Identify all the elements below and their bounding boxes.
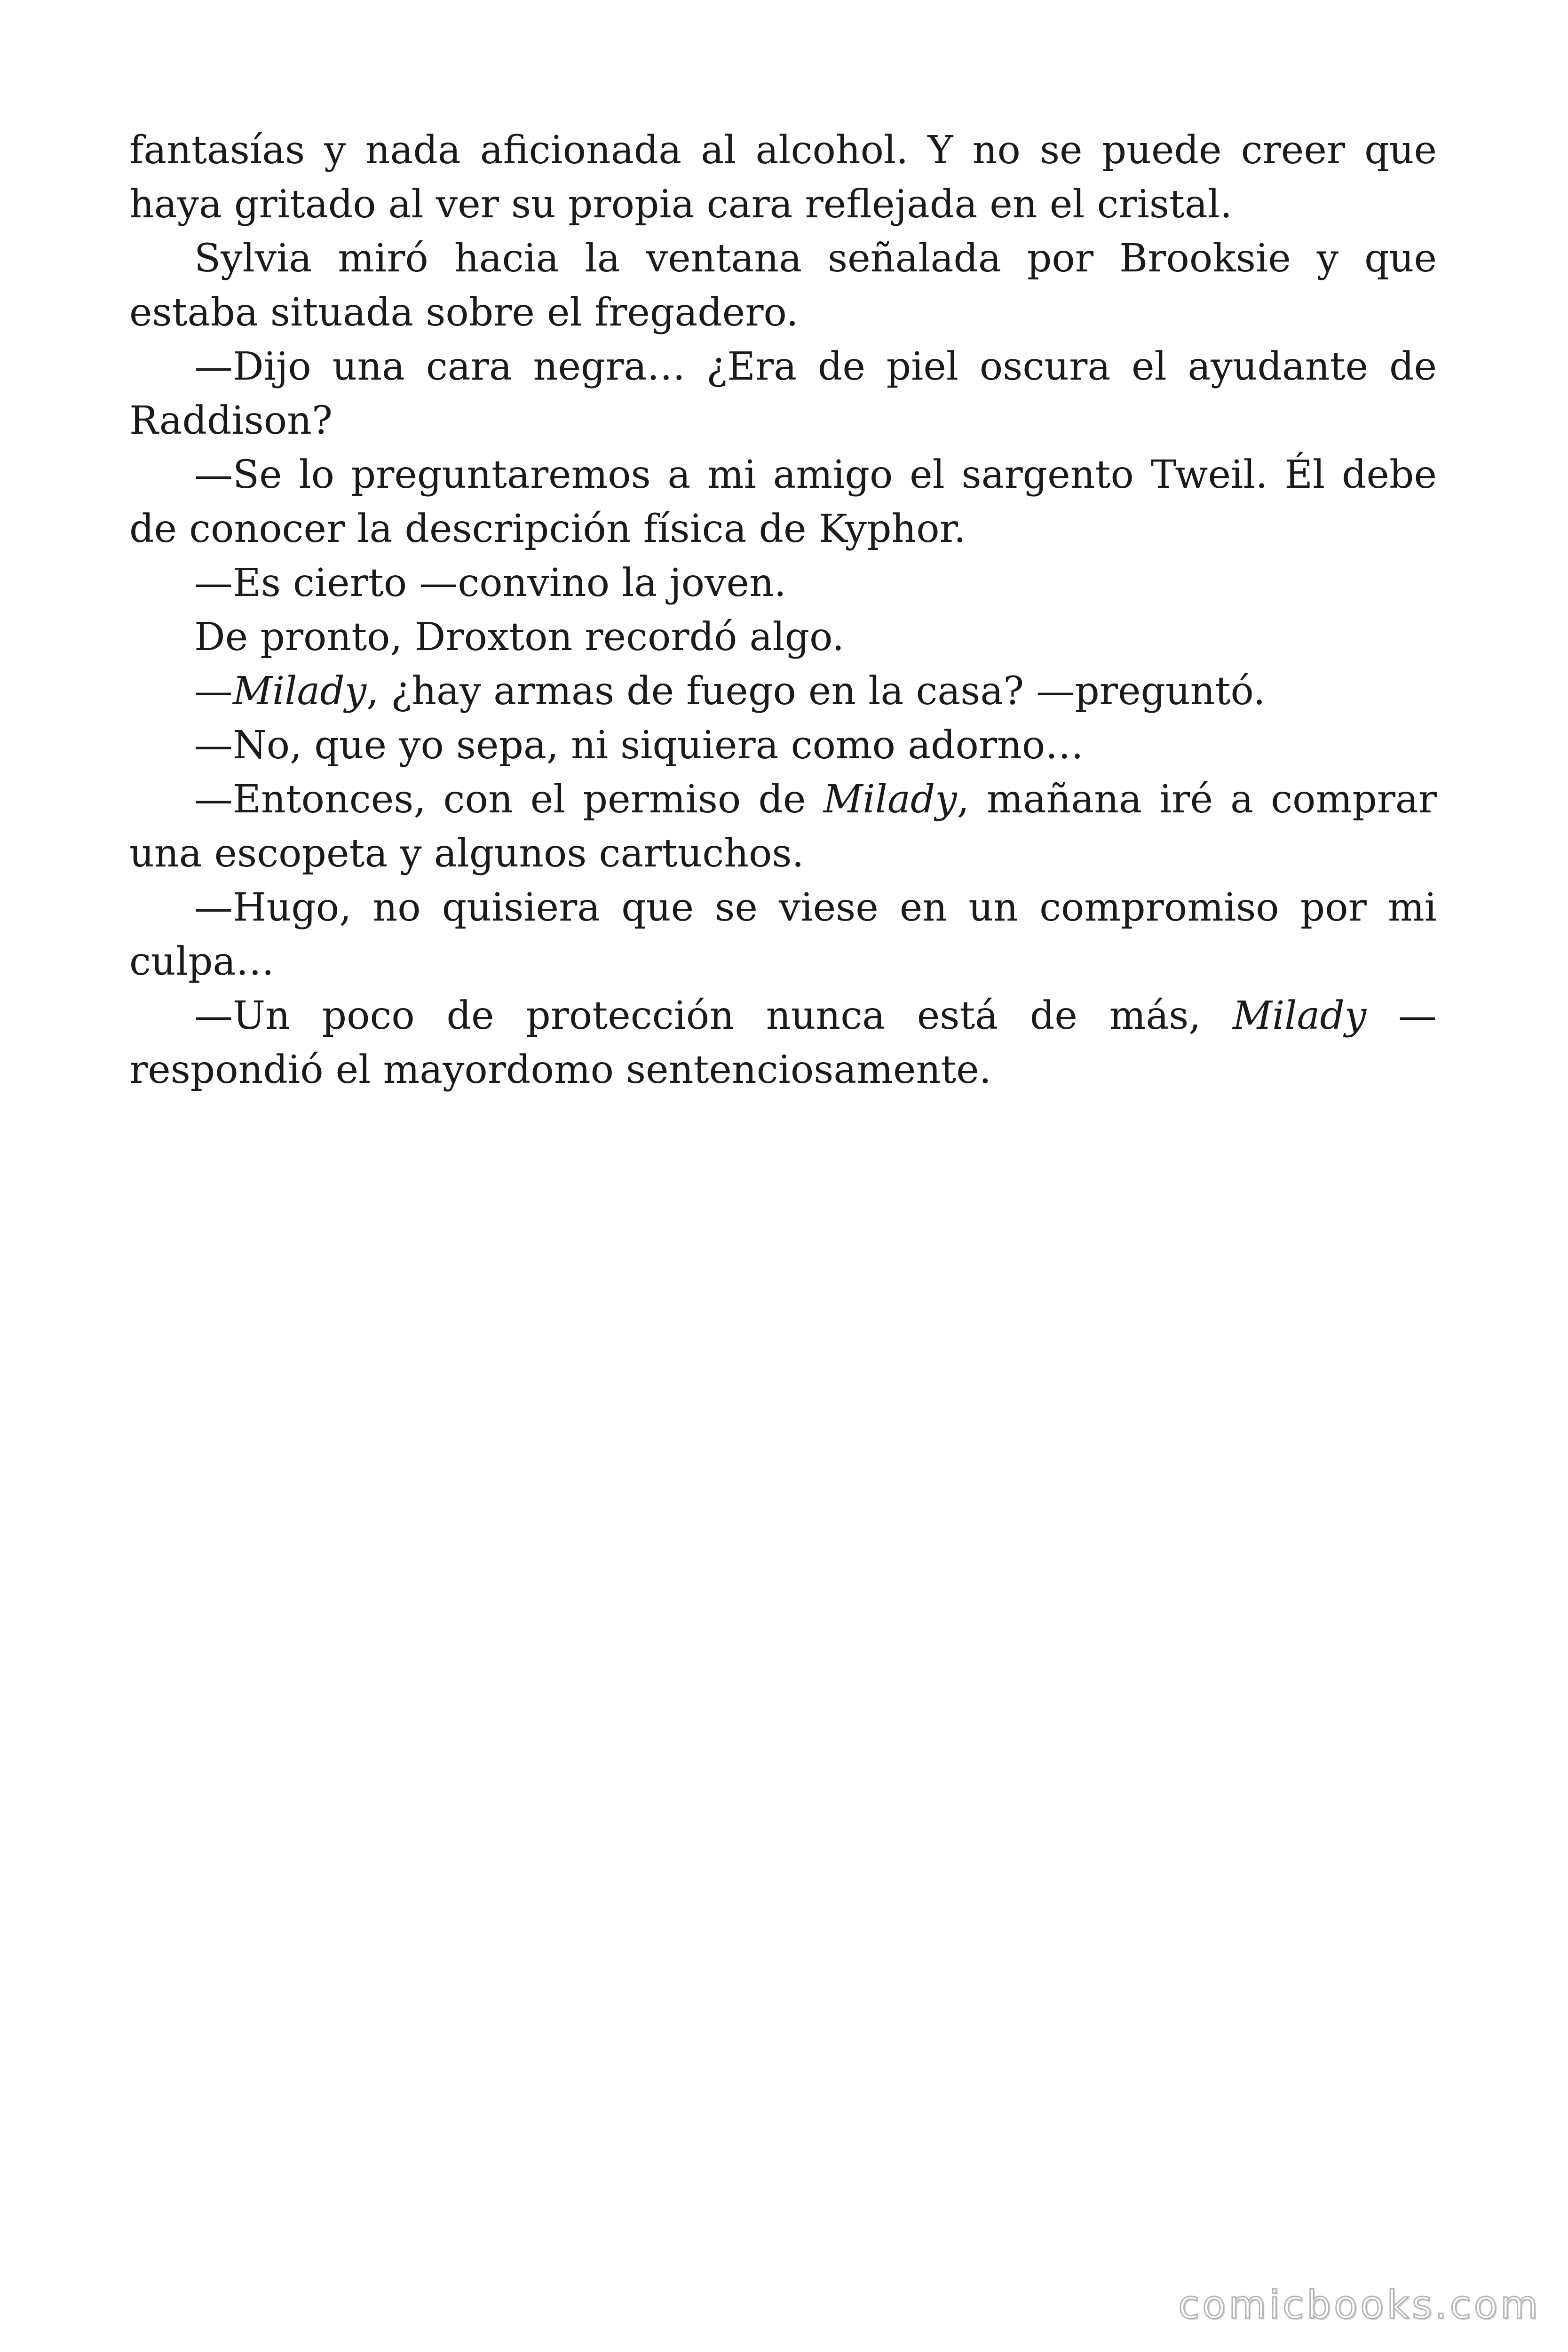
- italic-text: Milady: [233, 669, 367, 714]
- text-run: —No, que yo sepa, ni siquiera como adorno…: [194, 723, 1084, 768]
- paragraph: [129, 448, 1437, 556]
- text-run: —Es cierto —convino la joven.: [194, 561, 786, 605]
- italic-text: Milady: [823, 777, 957, 822]
- paragraph: [129, 989, 1437, 1097]
- text-run: fantasías y nada aficionada al alcohol. Y no se puede creer que haya gritado al ver su propia cara reflejada en el cristal.: [129, 128, 1437, 227]
- paragraph: [129, 610, 1437, 664]
- text-run: —Entonces, con el permiso de: [194, 777, 824, 822]
- watermark: comicbooks.com: [1178, 2283, 1541, 2328]
- paragraph: [129, 556, 1437, 610]
- text-run: —Dijo una cara negra… ¿Era de piel oscura el ayudante de Raddison?: [129, 344, 1437, 443]
- text-run: —: [194, 669, 233, 714]
- paragraph: [129, 772, 1437, 881]
- text-run: —Se lo preguntaremos a mi amigo el sargento Tweil. Él debe de conocer la descripción física de Kyphor.: [129, 453, 1437, 551]
- text-run: , mañana iré a comprar una escopeta y algunos cartuchos.: [129, 777, 1437, 876]
- text-run: —Hugo, no quisiera que se viese en un compromiso por mi culpa…: [129, 885, 1437, 984]
- paragraph: [129, 231, 1437, 340]
- italic-text: Milady: [1233, 993, 1367, 1038]
- text-run: Sylvia miró hacia la ventana señalada por Brooksie y que estaba situada sobre el fregadero.: [129, 236, 1437, 335]
- paragraph: [129, 123, 1437, 231]
- paragraph: [129, 664, 1437, 718]
- paragraph: [129, 718, 1437, 772]
- text-run: , ¿hay armas de fuego en la casa? —preguntó.: [366, 669, 1266, 714]
- text-run: —respondió el mayordomo sentenciosamente.: [129, 993, 1437, 1092]
- text-run: —Un poco de protección nunca está de más,: [194, 993, 1233, 1038]
- body-text: [129, 123, 1437, 1097]
- text-run: De pronto, Droxton recordó algo.: [194, 615, 845, 660]
- paragraph: [129, 340, 1437, 448]
- paragraph: [129, 881, 1437, 989]
